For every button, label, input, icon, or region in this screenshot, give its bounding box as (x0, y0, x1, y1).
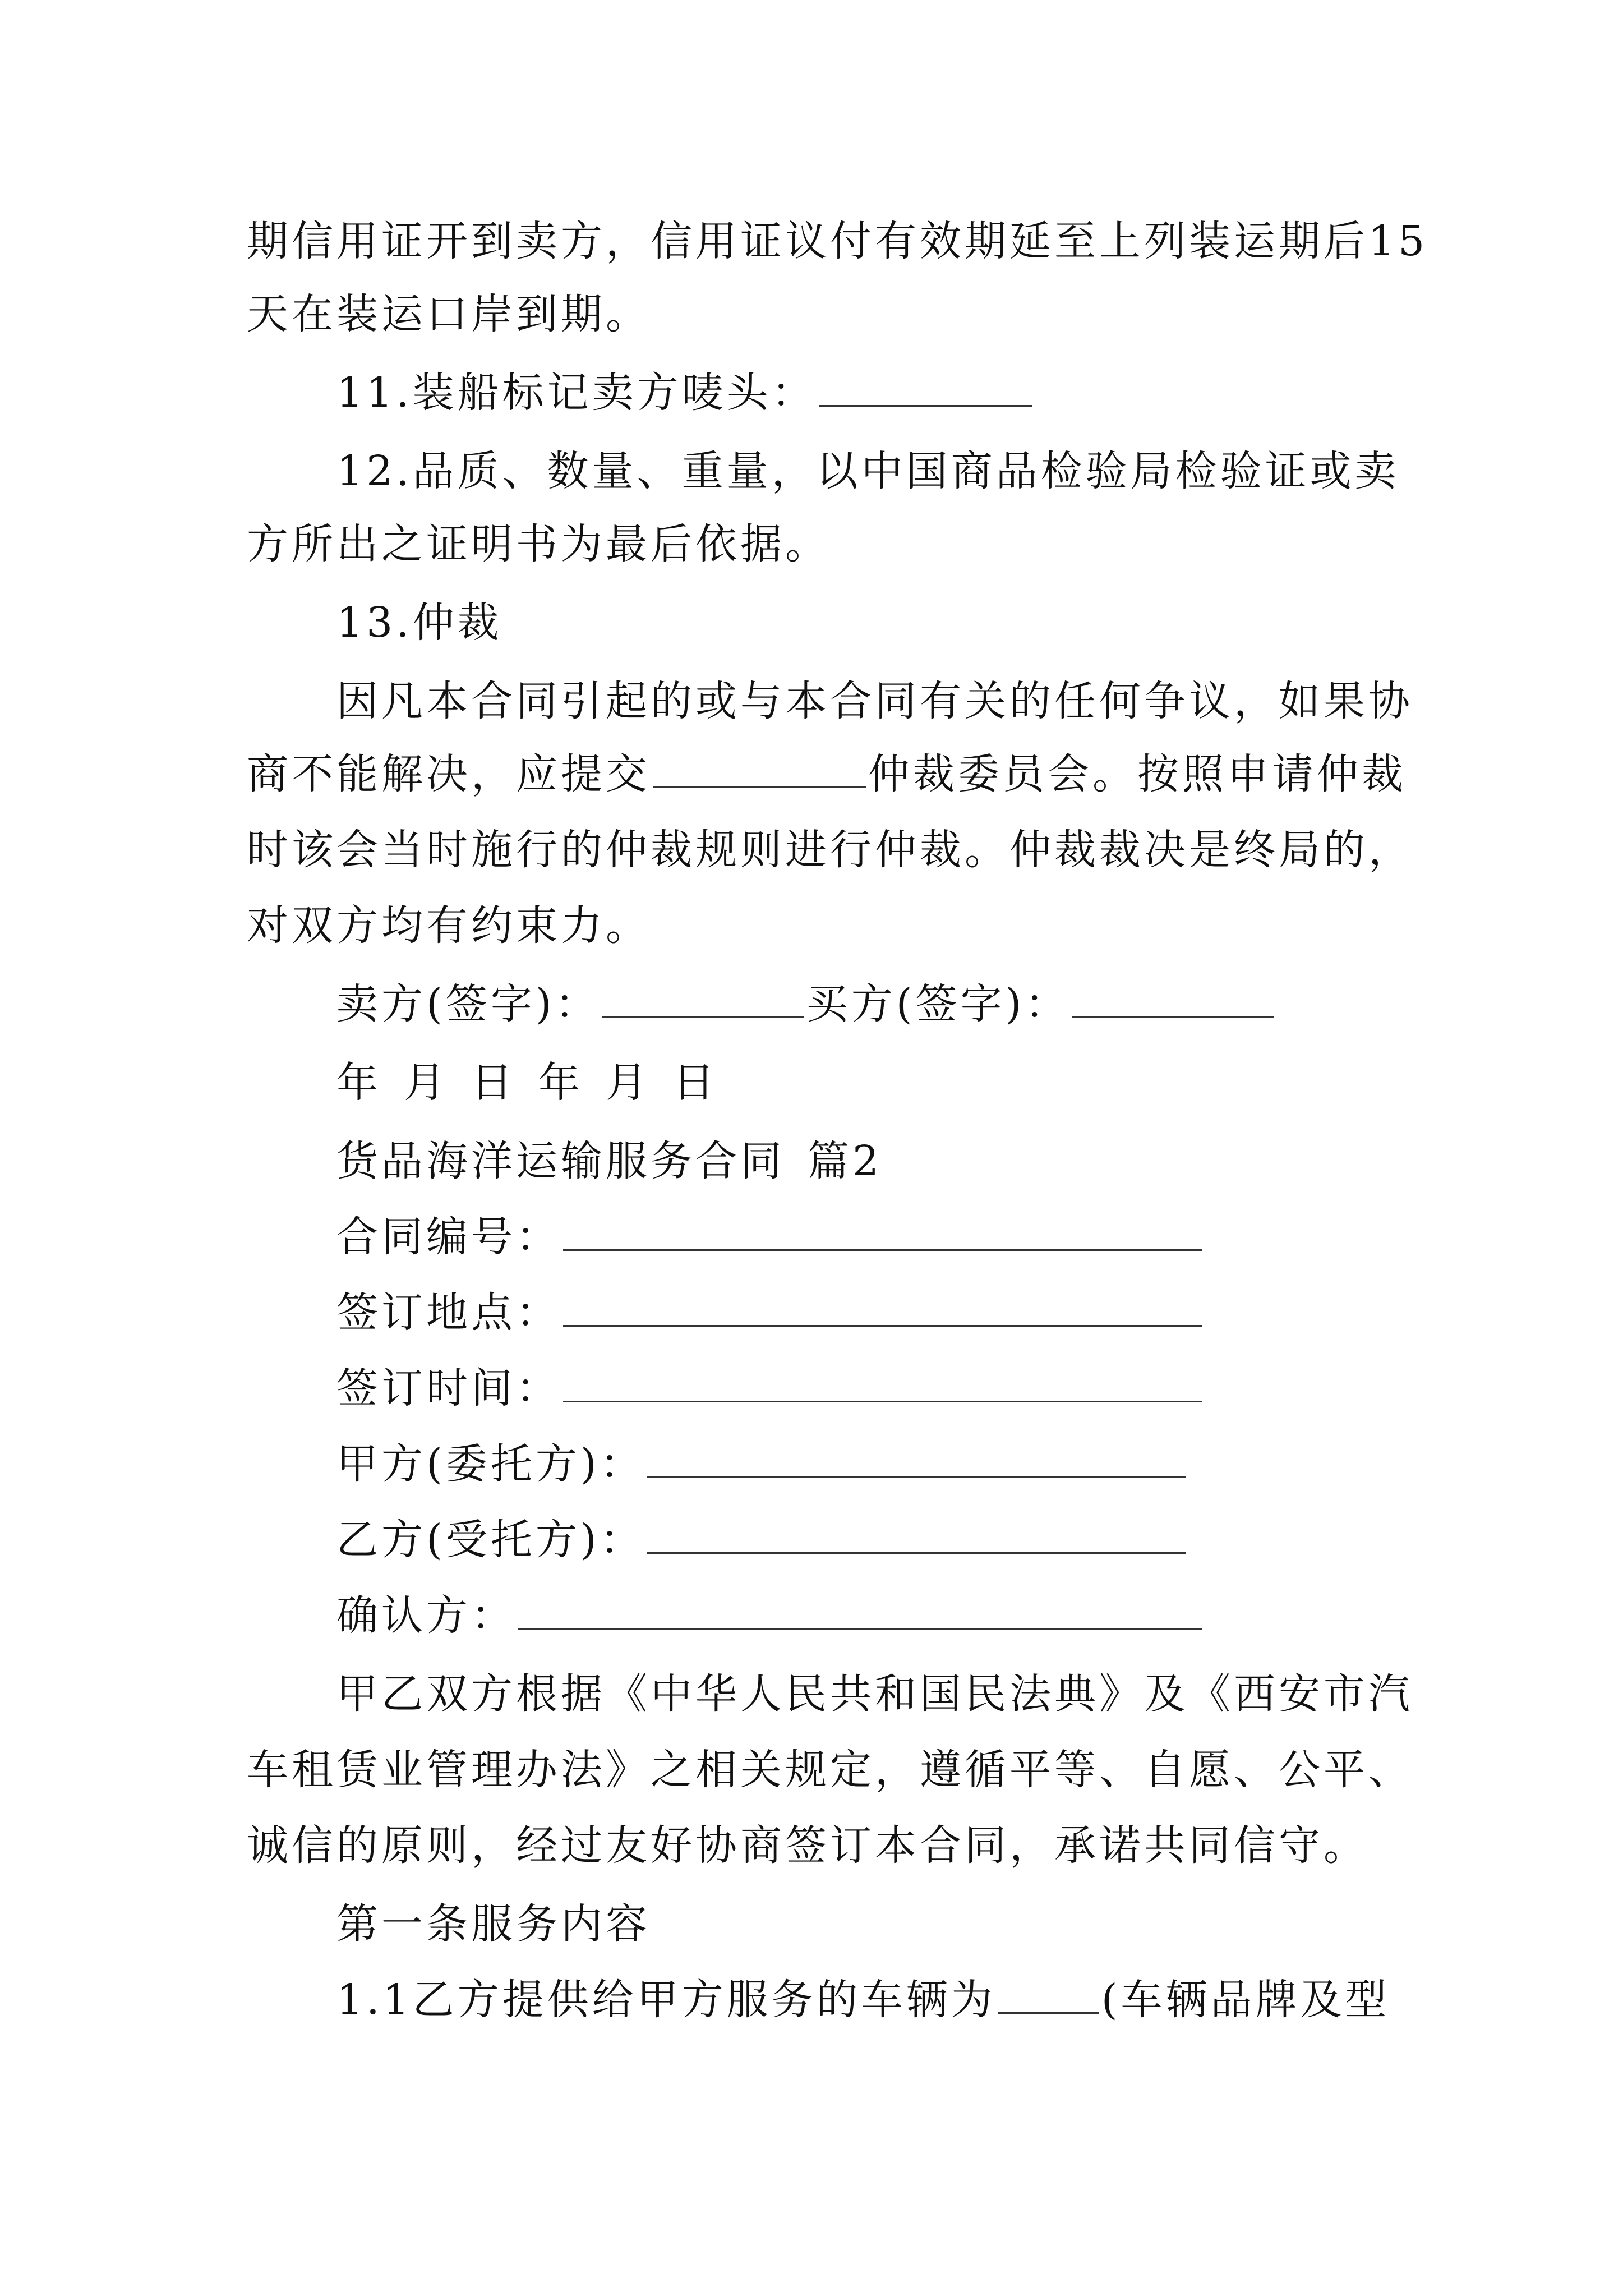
paragraph-line (247, 213, 1428, 269)
text-run: 12.品质、数量、重量，以中国商品检验局检验证或卖 (336, 447, 1400, 495)
clause-11 (336, 365, 1034, 421)
text-run: 期信用证开到卖方，信用证议付有效期延至上列装运期后15 (247, 217, 1428, 265)
buyer-signature-label: 买方(签字)： (806, 980, 1070, 1028)
signing-time-field[interactable] (563, 1361, 1202, 1402)
party-b-field[interactable] (647, 1513, 1186, 1554)
clause-11-label: 11.装船标记卖方唛头： (336, 369, 817, 417)
text-run: 篇2 (808, 1137, 883, 1185)
party-b-row (336, 1512, 1188, 1568)
paragraph-line (336, 673, 1413, 729)
text-run: 甲乙双方根据《中华人民共和国民法典》及《西安市汽 (336, 1670, 1413, 1718)
text-run: 月 (606, 1059, 651, 1107)
paragraph-line (247, 746, 1407, 802)
section-title (336, 1133, 882, 1189)
signature-line (336, 976, 1276, 1032)
paragraph-line (247, 898, 651, 954)
paragraph-line (247, 1742, 1413, 1798)
text-run: 天在装运口岸到期。 (247, 290, 651, 338)
party-a-field[interactable] (647, 1437, 1186, 1478)
paragraph-line (247, 286, 651, 342)
paragraph-line (247, 1818, 1368, 1874)
text-run: 月 (404, 1059, 449, 1107)
paragraph-line (336, 1666, 1413, 1722)
blank-field[interactable] (653, 747, 866, 788)
text-run: 年 (336, 1059, 381, 1107)
text-run: 时该会当时施行的仲裁规则进行仲裁。仲裁裁决是终局的， (247, 826, 1413, 874)
paragraph-line (247, 516, 830, 572)
confirming-party-row (336, 1588, 1205, 1644)
clause-13-heading (336, 595, 502, 651)
text-run: 货品海洋运输服务合同 (336, 1137, 785, 1185)
text-run: 1.1乙方提供给甲方服务的车辆为 (336, 1976, 996, 2024)
contract-number-field[interactable] (563, 1210, 1202, 1251)
text-run: 日 (673, 1059, 718, 1107)
text-run: 日 (471, 1059, 516, 1107)
signing-time-row (336, 1360, 1205, 1416)
text-run: 13.仲裁 (336, 599, 502, 647)
signing-place-label: 签订地点： (336, 1289, 561, 1337)
text-run: 仲裁委员会。按照申请仲裁 (868, 750, 1407, 798)
clause-12 (336, 443, 1400, 499)
signing-time-label: 签订时间： (336, 1364, 561, 1412)
signing-place-row (336, 1285, 1205, 1341)
article-heading (336, 1896, 651, 1952)
text-run: 方所出之证明书为最后依据。 (247, 520, 830, 568)
text-run: 诚信的原则，经过友好协商签订本合同，承诺共同信守。 (247, 1821, 1368, 1870)
seller-signature-field[interactable] (602, 977, 804, 1018)
text-run: 商不能解决，应提交 (247, 750, 651, 798)
text-run: 因凡本合同引起的或与本合同有关的任何争议，如果协 (336, 677, 1413, 725)
seller-signature-label: 卖方(签字)： (336, 980, 600, 1028)
text-run: 车租赁业管理办法》之相关规定，遵循平等、自愿、公平、 (247, 1746, 1413, 1794)
paragraph-line (247, 822, 1413, 878)
party-a-label: 甲方(委托方)： (336, 1440, 645, 1488)
date-line (336, 1055, 718, 1111)
text-run: (车辆品牌及型 (1101, 1976, 1390, 2024)
blank-field[interactable] (819, 366, 1032, 407)
blank-field[interactable] (998, 1973, 1099, 2014)
confirming-party-label: 确认方： (336, 1591, 516, 1640)
signing-place-field[interactable] (563, 1286, 1202, 1327)
party-a-row (336, 1436, 1188, 1492)
contract-number-label: 合同编号： (336, 1213, 561, 1261)
party-b-label: 乙方(受托方)： (336, 1516, 645, 1564)
text-run: 年 (538, 1059, 583, 1107)
paragraph-line (336, 1972, 1390, 2028)
contract-number-row (336, 1209, 1205, 1265)
buyer-signature-field[interactable] (1072, 977, 1274, 1018)
text-run: 对双方均有约束力。 (247, 901, 651, 950)
confirming-party-field[interactable] (518, 1589, 1202, 1630)
text-run: 第一条服务内容 (336, 1900, 651, 1948)
